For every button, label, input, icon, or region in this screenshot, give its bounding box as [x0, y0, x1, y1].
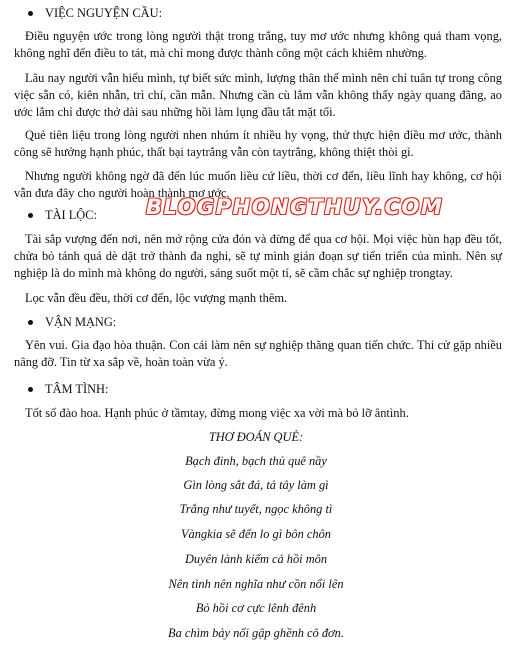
- poem-line: Trắng như tuyết, ngọc không tì: [179, 502, 333, 516]
- section-title: TÀI LỘC:: [45, 208, 97, 222]
- poem-line: Duyên lành kiếm cả hồi môn: [184, 552, 328, 566]
- section-title: TÂM TÌNH:: [45, 382, 109, 396]
- section-title: VẬN MẠNG:: [45, 315, 117, 329]
- poem-line: Bạch đinh, bạch thủ quê nầy: [185, 454, 327, 468]
- poem-line: Nên tình nên nghĩa như cồn nổi lên: [168, 577, 344, 591]
- section-heading-destiny: [28, 314, 116, 331]
- paragraph: Yên vui. Gia đạo hòa thuận. Con cái làm nên sự nghiệp thăng quan tiến chức. Thi cử gặp nhiều nâng đỡ. Tin từ xa sắp về, hoàn toàn vừa ý.: [14, 338, 502, 369]
- paragraph: Nhưng người không ngờ đã đến lúc muốn liều cứ liều, thời cơ đến, liều lĩnh hay không, cơ hội vẫn đưa đây cho người hoàn thành mơ ước.: [14, 169, 502, 200]
- section-heading-fortune: [28, 207, 97, 224]
- section-title: VIỆC NGUYỆN CẦU:: [45, 6, 163, 20]
- paragraph: Lâu nay người vẫn hiểu mình, tự biết sức mình, lượng thân thế mình nên chỉ tuân tự trong công việc sẵn có, kiên nhẫn, trì chí, cần mẫn. Nhưng cần cù lắm vẫn không thấy ngày quang đãng, ao ước lắm chỉ được thở dài sau những hồi làm lụng đầu tắt mặt tối.: [14, 71, 502, 119]
- section-heading-heart: [28, 381, 108, 398]
- poem-line: Gìn lòng sắt đá, tả tây làm gì: [183, 478, 329, 492]
- poem-line: Vàngkia sẽ đến lo gì bôn chôn: [180, 527, 332, 541]
- paragraph: Điều nguyện ước trong lòng người thật trong trắng, tuy mơ ước nhưng không quá tham vọng, không nghĩ đến điều to tát, mà chỉ mong được thành công một cách khiêm nhường.: [14, 29, 502, 60]
- bullet-icon: [28, 320, 33, 325]
- watermark-logo: BLOGPHONGTHUY.COM: [146, 195, 444, 219]
- poem-title: THƠ ĐOÁN QUẺ:: [208, 430, 304, 444]
- bullet-icon: [28, 387, 33, 392]
- paragraph: Quẻ tiên liệu trong lòng người nhen nhúm ít nhiều hy vọng, thử thực hiện điều mơ ước, thành công sẽ hưởng hạnh phúc, thất bại taytrắng vẫn còn taytrắng, không thiệt thòi gì.: [14, 128, 502, 159]
- poem-line: Ba chìm bảy nổi gập ghềnh cô đơn.: [168, 626, 344, 640]
- paragraph: Tài sắp vượng đến nơi, nên mở rộng cửa đón và đừng để qua cơ hội. Mọi việc hùn hạp đều tốt, chửa bỏ tánh quá dè dặt trở thành đa nghi, sẽ tự mình gián đoạn sự tiến triển của mình. Nên sự nghiệp là do mình mà không do người, sáng suốt một tí, sẽ cầm chắc sự nghiệp trongtay.: [14, 232, 502, 280]
- section-heading-wish: [28, 5, 162, 22]
- paragraph: Tốt số đào hoa. Hạnh phúc ở tầmtay, đừng mong việc xa vời mà bỏ lỡ ântình.: [25, 406, 409, 420]
- poem-line: Bỏ hồi cơ cực lênh đênh: [195, 601, 317, 615]
- bullet-icon: [28, 11, 33, 16]
- paragraph: Lọc vẫn đều đều, thời cơ đến, lộc vượng mạnh thêm.: [25, 291, 288, 305]
- bullet-icon: [28, 213, 33, 218]
